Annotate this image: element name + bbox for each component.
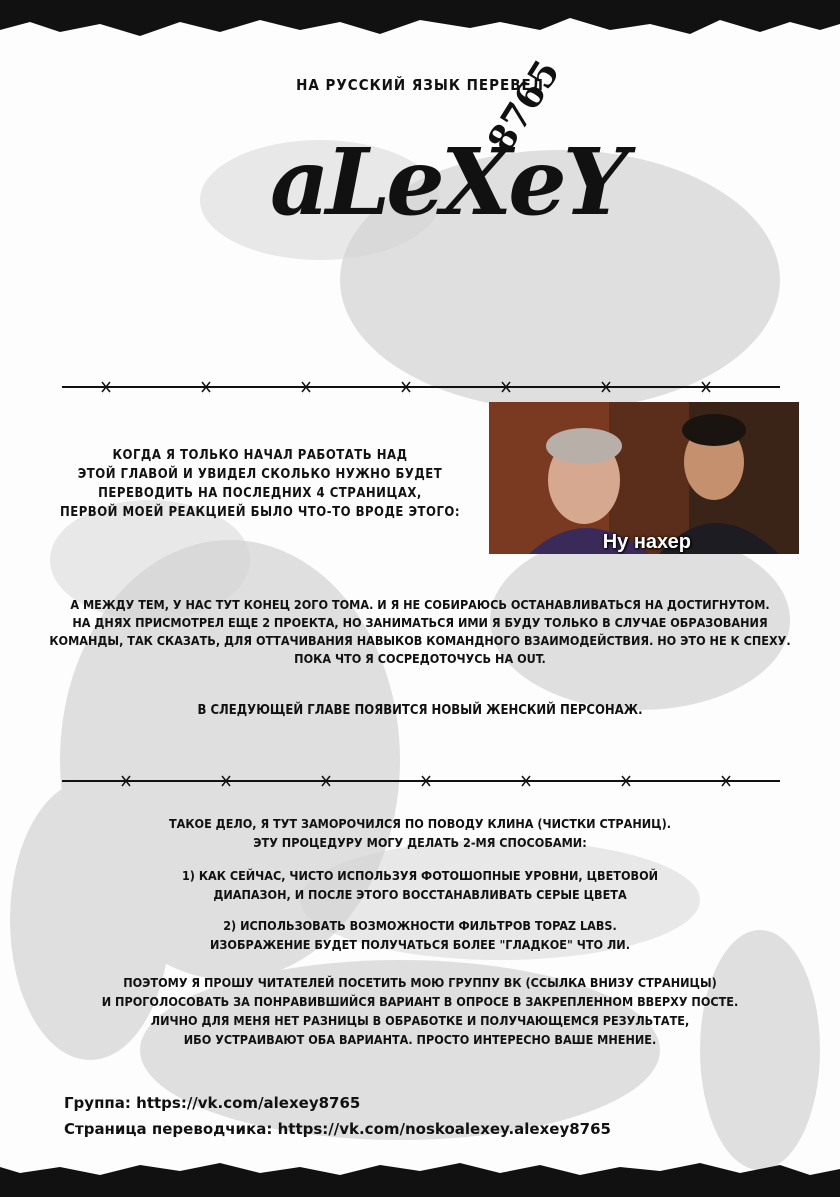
paragraph-line: ПОКА ЧТО Я СОСРЕДОТОЧУСЬ НА OUT. — [294, 651, 546, 666]
group-link[interactable]: Группа: https://vk.com/alexey8765 — [64, 1094, 361, 1112]
poll-request — [30, 973, 810, 1049]
paragraph-line: ИЗОБРАЖЕНИЕ БУДЕТ ПОЛУЧАТЬСЯ БОЛЕЕ "ГЛАДКОЕ" ЧТО ЛИ. — [209, 937, 630, 952]
paragraph-line: 2) ИСПОЛЬЗОВАТЬ ВОЗМОЖНОСТИ ФИЛЬТРОВ TOPAZ LABS. — [223, 918, 617, 933]
paragraph-line: ДИАПАЗОН, И ПОСЛЕ ЭТОГО ВОССТАНАВЛИВАТЬ СЕРЫЕ ЦВЕТА — [213, 887, 627, 902]
meme-caption: Ну нахер — [602, 531, 691, 553]
cleaning-intro — [80, 814, 760, 852]
volume-end-paragraph — [30, 596, 810, 668]
intro-line: ЭТОЙ ГЛАВОЙ И УВИДЕЛ СКОЛЬКО НУЖНО БУДЕТ — [77, 467, 443, 482]
intro-line: ПЕРВОЙ МОЕЙ РЕАКЦИЕЙ БЫЛО ЧТО-ТО ВРОДЕ ЭТОГО: — [59, 505, 461, 520]
barbed-wire-divider-top — [62, 380, 780, 394]
bottom-grunge-border — [0, 1159, 840, 1197]
paragraph-line: ЛИЧНО ДЛЯ МЕНЯ НЕТ РАЗНИЦЫ В ОБРАБОТКЕ И ПОЛУЧАЮЩЕМСЯ РЕЗУЛЬТАТЕ, — [150, 1013, 690, 1028]
cleaning-option-2 — [80, 916, 760, 954]
paragraph-line: ПОЭТОМУ Я ПРОШУ ЧИТАТЕЛЕЙ ПОСЕТИТЬ МОЮ ГРУППУ ВК (ССЫЛКА ВНИЗУ СТРАНИЦЫ) — [123, 975, 717, 990]
reaction-meme-image — [489, 402, 799, 554]
translated-by-heading: НА РУССКИЙ ЯЗЫК ПЕРЕВЕЛ — [296, 76, 544, 94]
logo-name: aLeXeY — [270, 128, 625, 236]
translator-page-link[interactable]: Страница переводчика: https://vk.com/noskoalexey.alexey8765 — [64, 1120, 611, 1138]
next-chapter-note: В СЛЕДУЮЩЕЙ ГЛАВЕ ПОЯВИТСЯ НОВЫЙ ЖЕНСКИЙ ПЕРСОНАЖ. — [197, 703, 643, 718]
paragraph-line: НА ДНЯХ ПРИСМОТРЕЛ ЕЩЕ 2 ПРОЕКТА, НО ЗАНИМАТЬСЯ ИМИ Я БУДУ ТОЛЬКО В СЛУЧАЕ ОБРАЗОВАНИЯ — [72, 615, 768, 630]
intro-paragraph — [40, 446, 480, 522]
barbed-wire-divider-bottom — [62, 774, 780, 788]
intro-line: ПЕРЕВОДИТЬ НА ПОСЛЕДНИХ 4 СТРАНИЦАХ, — [98, 486, 422, 501]
paragraph-line: ИБО УСТРАИВАЮТ ОБА ВАРИАНТА. ПРОСТО ИНТЕРЕСНО ВАШЕ МНЕНИЕ. — [183, 1032, 657, 1047]
paragraph-line: ЭТУ ПРОЦЕДУРУ МОГУ ДЕЛАТЬ 2-МЯ СПОСОБАМИ: — [253, 835, 587, 850]
top-grunge-border — [0, 0, 840, 42]
paragraph-line: И ПРОГОЛОСОВАТЬ ЗА ПОНРАВИВШИЙСЯ ВАРИАНТ В ОПРОСЕ В ЗАКРЕПЛЕННОМ ВВЕРХУ ПОСТЕ. — [101, 994, 739, 1009]
cleaning-option-1 — [80, 866, 760, 904]
logo-number: 8765 — [479, 52, 569, 160]
paragraph-line: ТАКОЕ ДЕЛО, Я ТУТ ЗАМОРОЧИЛСЯ ПО ПОВОДУ КЛИНА (ЧИСТКИ СТРАНИЦ). — [168, 816, 672, 831]
paragraph-line: 1) КАК СЕЙЧАС, ЧИСТО ИСПОЛЬЗУЯ ФОТОШОПНЫЕ УРОВНИ, ЦВЕТОВОЙ — [181, 868, 659, 883]
paragraph-line: КОМАНДЫ, ТАК СКАЗАТЬ, ДЛЯ ОТТАЧИВАНИЯ НАВЫКОВ КОМАНДНОГО ВЗАИМОДЕЙСТВИЯ. НО ЭТО НЕ К СПЕХУ. — [49, 633, 791, 648]
paragraph-line: А МЕЖДУ ТЕМ, У НАС ТУТ КОНЕЦ 2ОГО ТОМА. И Я НЕ СОБИРАЮСЬ ОСТАНАВЛИВАТЬСЯ НА ДОСТИГНУТОМ. — [70, 597, 770, 612]
intro-line: КОГДА Я ТОЛЬКО НАЧАЛ РАБОТАТЬ НАД — [112, 448, 408, 463]
